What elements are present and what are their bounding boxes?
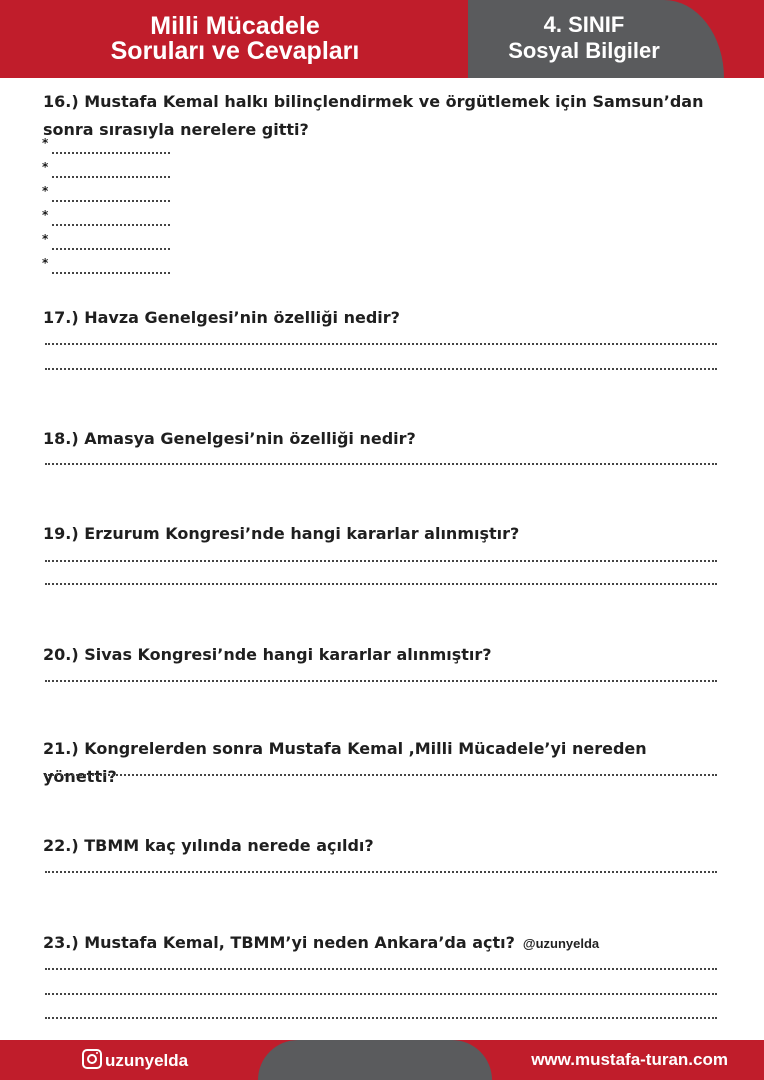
- answer-line[interactable]: [45, 968, 717, 970]
- question-16: 16.) Mustafa Kemal halkı bilinçlendirmek ve örgütlemek için Samsun’dan sonra sırasıyla nerelere gitti?: [43, 92, 704, 139]
- answer-line[interactable]: [45, 680, 717, 682]
- question-22: 22.) TBMM kaç yılında nerede açıldı?: [43, 836, 374, 855]
- grade-panel: [468, 0, 724, 78]
- footer-center-panel: [258, 1040, 492, 1080]
- bullet-star-icon: *: [42, 208, 49, 222]
- header-title-line1: Milli Mücadele: [150, 12, 320, 40]
- page-header: [0, 0, 764, 78]
- answer-line[interactable]: [45, 368, 717, 370]
- footer-social[interactable]: [82, 1049, 188, 1072]
- question-18: 18.) Amasya Genelgesi’nin özelliği nedir?: [43, 429, 416, 448]
- answer-line[interactable]: [45, 560, 717, 562]
- answer-line[interactable]: [45, 993, 717, 995]
- footer-website-link[interactable]: www.mustafa-turan.com: [531, 1050, 728, 1069]
- question-23: [43, 929, 723, 958]
- bullet-star-icon: *: [42, 256, 49, 270]
- answer-line[interactable]: [45, 774, 717, 776]
- bullet-star-icon: *: [42, 232, 49, 246]
- grade-label: 4. SINIF: [543, 12, 625, 37]
- answer-line[interactable]: [45, 343, 717, 345]
- bullet-star-icon: *: [42, 184, 49, 198]
- bullet-star-icon: *: [42, 136, 49, 150]
- instagram-icon: [82, 1049, 102, 1069]
- watermark-handle: @uzunyelda: [522, 936, 600, 951]
- answer-line[interactable]: [45, 583, 717, 585]
- answer-line[interactable]: [45, 1017, 717, 1019]
- question-19: 19.) Erzurum Kongresi’nde hangi kararlar alınmıştır?: [43, 524, 520, 543]
- answer-line[interactable]: [45, 871, 717, 873]
- header-title-line2: Soruları ve Cevapları: [110, 37, 360, 65]
- footer-social-handle: uzunyelda: [105, 1051, 189, 1070]
- subject-label: Sosyal Bilgiler: [508, 38, 660, 63]
- page-footer: [0, 1040, 764, 1080]
- question-20: 20.) Sivas Kongresi’nde hangi kararlar alınmıştır?: [43, 645, 492, 664]
- header-title: [0, 14, 470, 64]
- bullet-star-icon: *: [42, 160, 49, 174]
- question-17: 17.) Havza Genelgesi’nin özelliği nedir?: [43, 308, 400, 327]
- question-21: 21.) Kongrelerden sonra Mustafa Kemal ,Milli Mücadele’yi nereden yönetti?: [43, 739, 647, 786]
- answer-line[interactable]: [45, 463, 717, 465]
- question-23-text: 23.) Mustafa Kemal, TBMM’yi neden Ankara’da açtı?: [43, 933, 515, 952]
